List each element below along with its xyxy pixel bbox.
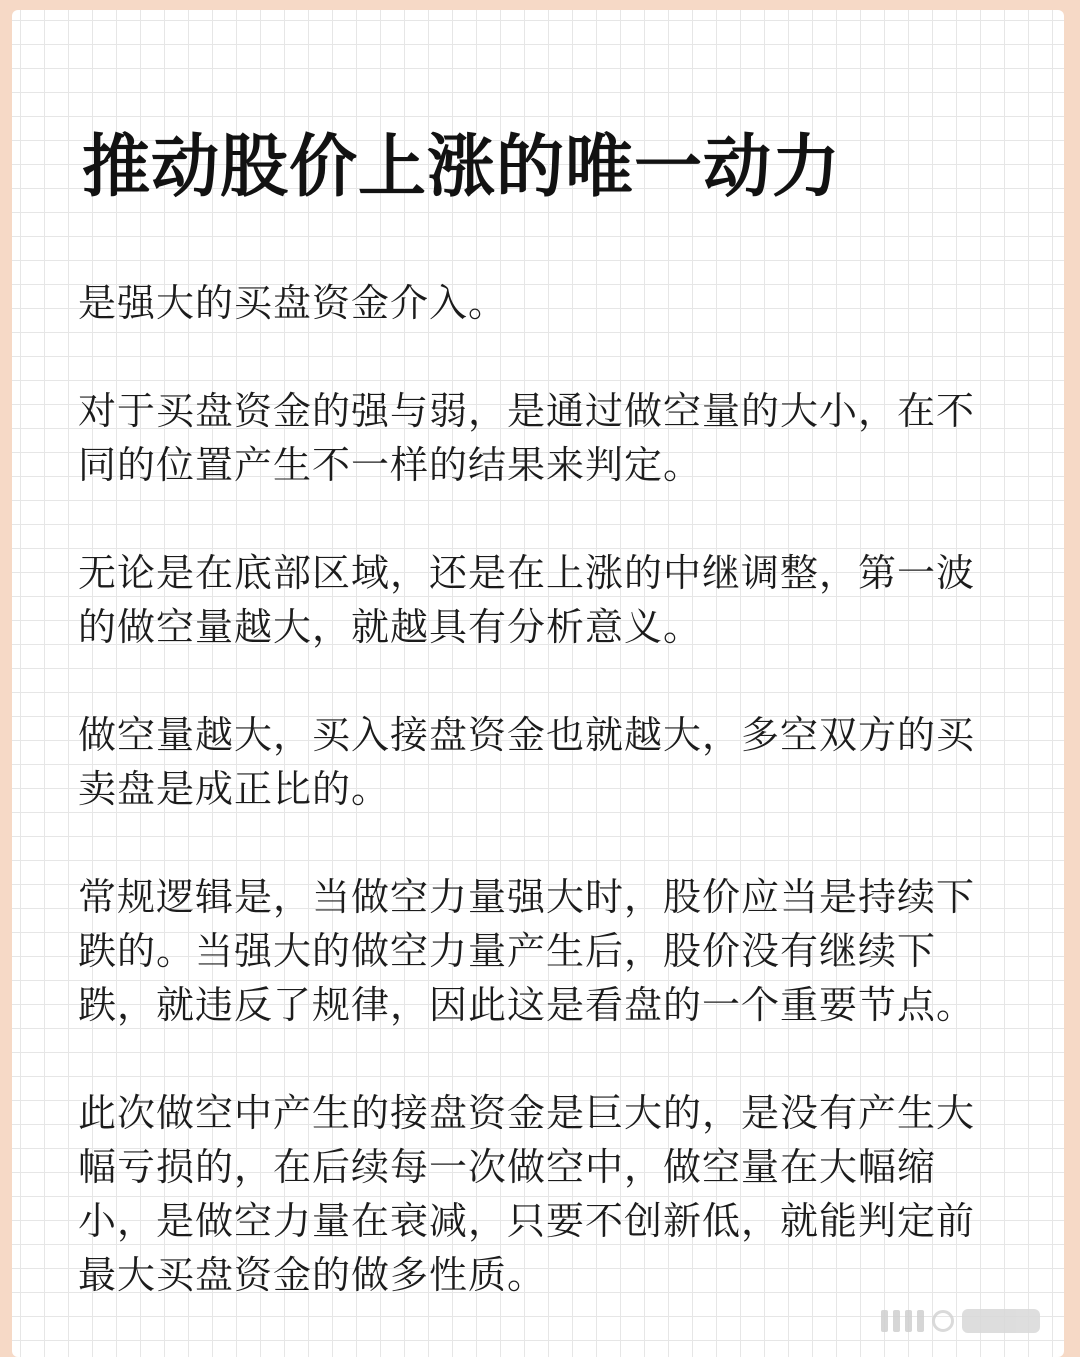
paragraph-1: 是强大的买盘资金介入。 [78,281,508,325]
paragraph-3: 无论是在底部区域，还是在上涨的中继调整，第一波 的做空量越大，就越具有分析意义。 [78,551,976,649]
watermark-logo-icon [881,1303,1040,1339]
paragraph-5: 常规逻辑是，当做空力量强大时，股价应当是持续下 跌的。当强大的做空力量产生后，股价没有继续下 跌，就违反了规律，因此这是看盘的一个重要节点。 [78,875,976,1027]
watermark-circle-icon [932,1310,954,1332]
paragraph-6: 此次做空中产生的接盘资金是巨大的，是没有产生大 幅亏损的，在后续每一次做空中，做空量在大幅缩 小，是做空力量在衰减，只要不创新低，就能判定前 最大买盘资金的做多性质。 [78,1091,976,1297]
article-body [78,276,1028,1356]
watermark-blur-icon [962,1309,1040,1333]
page-title: 推动股价上涨的唯一动力 [82,128,842,207]
note-card [12,10,1064,1357]
watermark-bars-icon [881,1310,924,1332]
paragraph-2: 对于买盘资金的强与弱，是通过做空量的大小，在不 同的位置产生不一样的结果来判定。 [78,389,976,487]
paragraph-4: 做空量越大，买入接盘资金也就越大，多空双方的买 卖盘是成正比的。 [78,713,976,811]
